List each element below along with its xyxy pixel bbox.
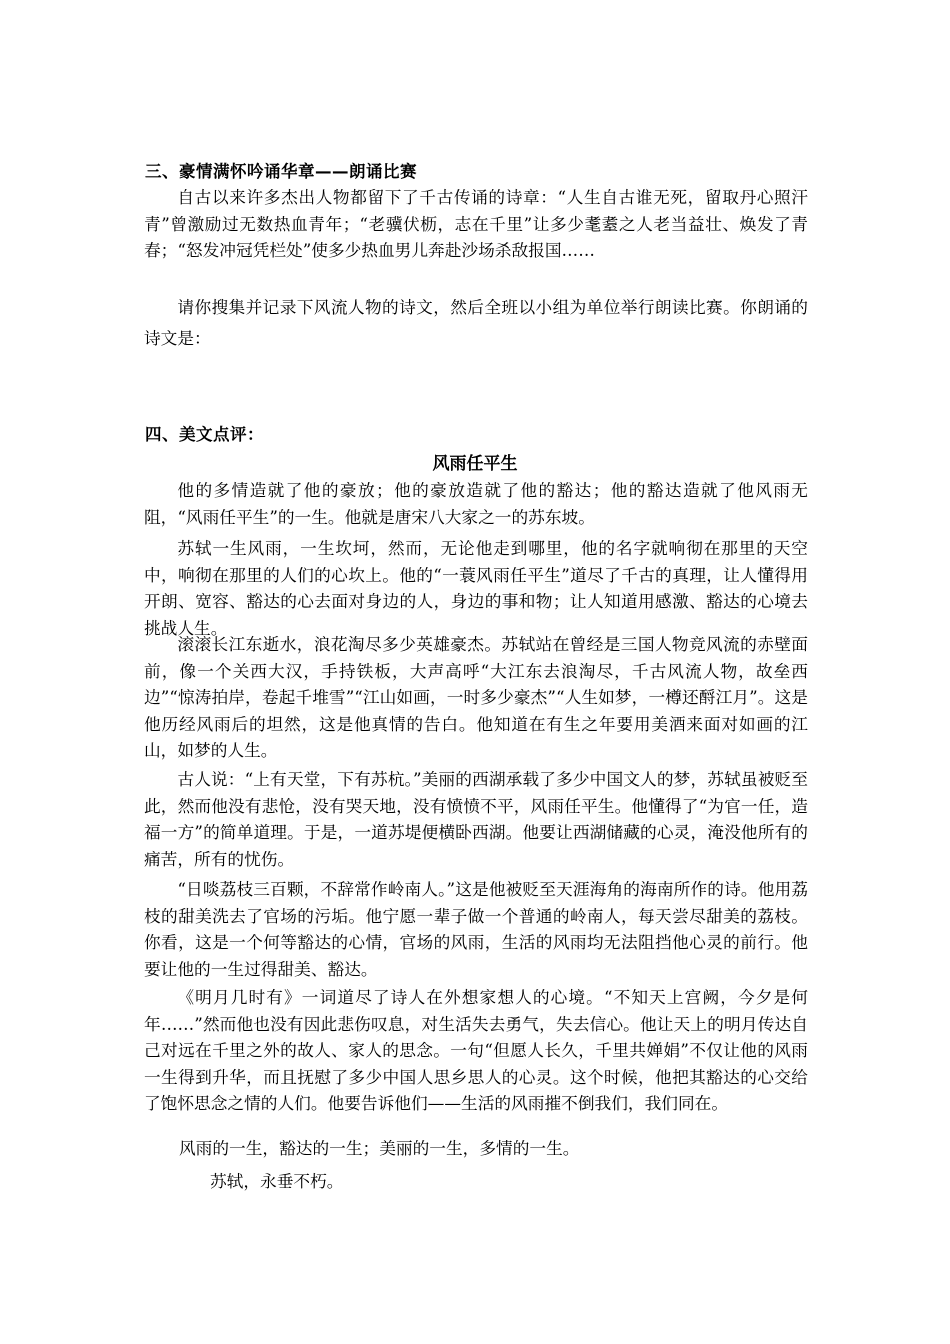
essay-paragraph-1: 他的多情造就了他的豪放；他的豪放造就了他的豁达；他的豁达造就了他风雨无阻，“风雨任平生”的一生。他就是唐宋八大家之一的苏东坡。: [144, 480, 808, 527]
section-4-heading: 四、美文点评：: [145, 425, 264, 444]
section-3-heading: 三、豪情满怀吟诵华章——朗诵比赛: [145, 162, 417, 181]
section-3-intro-paragraph: 自古以来许多杰出人物都留下了千古传诵的诗章：“人生自古谁无死，留取丹心照汗青”曾激励过无数热血青年；“老骥伏枥，志在千里”让多少耄耋之人老当益壮、焕发了青春；“怒发冲冠凭栏处”使多少热血男儿奔赴沙场杀敌报国……: [144, 187, 808, 260]
essay-closing-line-2: 苏轼，永垂不朽。: [210, 1171, 344, 1191]
essay-paragraph-2: 苏轼一生风雨，一生坎坷，然而，无论他走到哪里，他的名字就响彻在那里的天空中，响彻在那里的人们的心坎上。他的“一蓑风雨任平生”道尽了千古的真理，让人懂得用开朗、宽容、豁达的心去面对身边的人，身边的事和物；让人知道用感激、豁达的心境去挑战人生。: [144, 538, 808, 638]
essay-paragraph-6: 《明月几时有》一词道尽了诗人在外想家想人的心境。“不知天上宫阙，今夕是何年……”然而他也没有因此悲伤叹息，对生活失去勇气，失去信心。他让天上的明月传达自己对远在千里之外的故人、家人的思念。一句“但愿人长久，千里共婵娟”不仅让他的风雨一生得到升华，而且抚慰了多少中国人思乡思人的心灵。这个时候，他把其豁达的心交给了饱怀思念之情的人们。他要告诉他们——生活的风雨摧不倒我们，我们同在。: [144, 987, 808, 1113]
essay-closing-line-1: 风雨的一生，豁达的一生；美丽的一生，多情的一生。: [179, 1138, 580, 1158]
essay-paragraph-4: 古人说：“上有天堂，下有苏杭。”美丽的西湖承载了多少中国文人的梦，苏轼虽被贬至此，然而他没有悲怆，没有哭天地，没有愤愤不平，风雨任平生。他懂得了“为官一任，造福一方”的简单道理。于是，一道苏堤便横卧西湖。他要让西湖储藏的心灵，淹没他所有的痛苦，所有的忧伤。: [144, 769, 808, 869]
section-3-task-paragraph: 请你搜集并记录下风流人物的诗文，然后全班以小组为单位举行朗读比赛。你朗诵的诗文是：: [144, 297, 808, 348]
essay-paragraph-5: “日啖荔枝三百颗，不辞常作岭南人。”这是他被贬至天涯海角的海南所作的诗。他用荔枝的甜美洗去了官场的污垢。他宁愿一辈子做一个普通的岭南人，每天尝尽甜美的荔枝。你看，这是一个何等豁达的心情，官场的风雨，生活的风雨均无法阻挡他心灵的前行。他要让他的一生过得甜美、豁达。: [144, 879, 808, 979]
essay-title: 风雨任平生: [432, 454, 518, 474]
essay-paragraph-3: 滚滚长江东逝水，浪花淘尽多少英雄豪杰。苏轼站在曾经是三国人物竞风流的赤壁面前，像一个关西大汉，手持铁板，大声高呼“大江东去浪淘尽，千古风流人物，故垒西边”“惊涛拍岸，卷起千堆雪”“江山如画，一时多少豪杰”“人生如梦，一樽还酹江月”。这是他历经风雨后的坦然，这是他真情的告白。他知道在有生之年要用美酒来面对如画的江山，如梦的人生。: [144, 634, 808, 760]
